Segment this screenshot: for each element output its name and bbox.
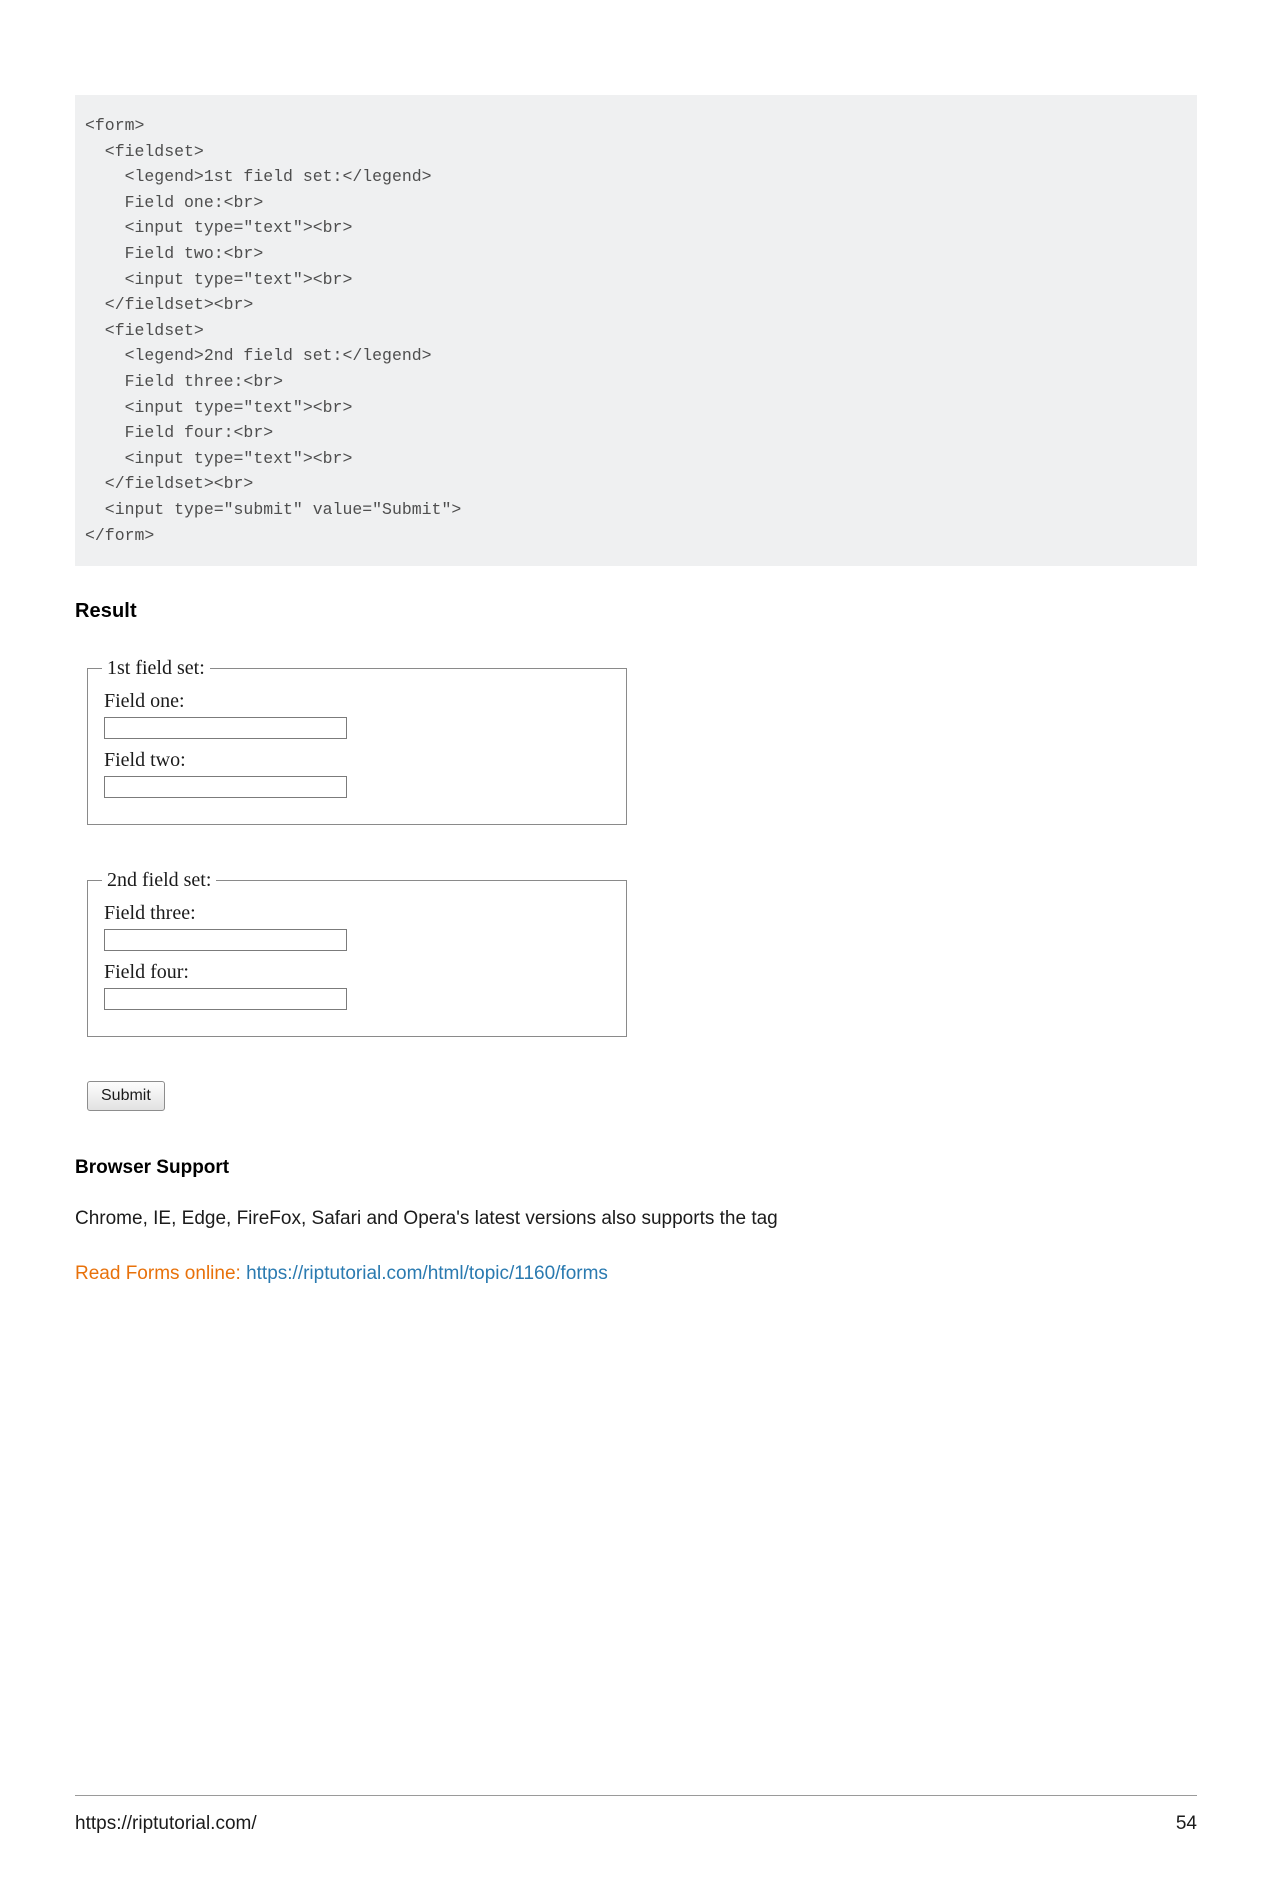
code-line: Field two:<br> xyxy=(85,243,264,263)
code-line: Field four:<br> xyxy=(85,423,274,443)
read-online-line xyxy=(75,1263,1197,1285)
submit-button[interactable] xyxy=(87,1081,165,1111)
browser-support-text: Chrome, IE, Edge, FireFox, Safari and Opera's latest versions also supports the tag xyxy=(75,1208,778,1230)
code-line: <legend>1st field set:</legend> xyxy=(85,167,432,187)
fieldset-first xyxy=(87,657,627,825)
browser-support-heading: Browser Support xyxy=(75,1157,230,1179)
field-three-label: Field three: xyxy=(104,902,196,925)
code-line: <fieldset> xyxy=(85,141,204,161)
fieldset-second-legend: 2nd field set: xyxy=(107,869,212,892)
footer-site: https://riptutorial.com/ xyxy=(75,1813,257,1834)
code-line: <input type="text"><br> xyxy=(85,218,353,238)
code-line: <input type="text"><br> xyxy=(85,269,353,289)
fieldset-second xyxy=(87,869,627,1037)
field-two-input[interactable] xyxy=(104,776,347,798)
page-footer xyxy=(75,1795,1197,1835)
code-line: Field three:<br> xyxy=(85,371,284,391)
code-line: </fieldset><br> xyxy=(85,295,254,315)
field-two-label: Field two: xyxy=(104,749,186,772)
code-line: </fieldset><br> xyxy=(85,474,254,494)
result-heading: Result xyxy=(75,600,137,623)
code-line: <form> xyxy=(85,116,145,135)
code-line: <fieldset> xyxy=(85,320,204,340)
fieldset-first-legend: 1st field set: xyxy=(107,657,205,680)
field-one-input[interactable] xyxy=(104,717,347,739)
field-four-label: Field four: xyxy=(104,961,189,984)
result-demo xyxy=(75,657,1197,1111)
code-line: <input type="text"><br> xyxy=(85,448,353,468)
footer-page-number: 54 xyxy=(1175,1813,1197,1834)
field-three-input[interactable] xyxy=(104,929,347,951)
code-line: </form> xyxy=(85,525,155,545)
field-four-input[interactable] xyxy=(104,988,347,1010)
code-line: Field one:<br> xyxy=(85,192,264,212)
read-online-prefix: Read Forms online: xyxy=(75,1263,247,1285)
code-line: <legend>2nd field set:</legend> xyxy=(85,346,432,366)
code-line: <input type="text"><br> xyxy=(85,397,353,417)
submit-row xyxy=(87,1081,1197,1111)
code-line: <input type="submit" value="Submit"> xyxy=(85,499,462,519)
document-page xyxy=(0,95,1272,1895)
read-online-link[interactable]: https://riptutorial.com/html/topic/1160/forms xyxy=(246,1263,608,1285)
code-block xyxy=(75,95,1197,566)
field-one-label: Field one: xyxy=(104,690,185,713)
